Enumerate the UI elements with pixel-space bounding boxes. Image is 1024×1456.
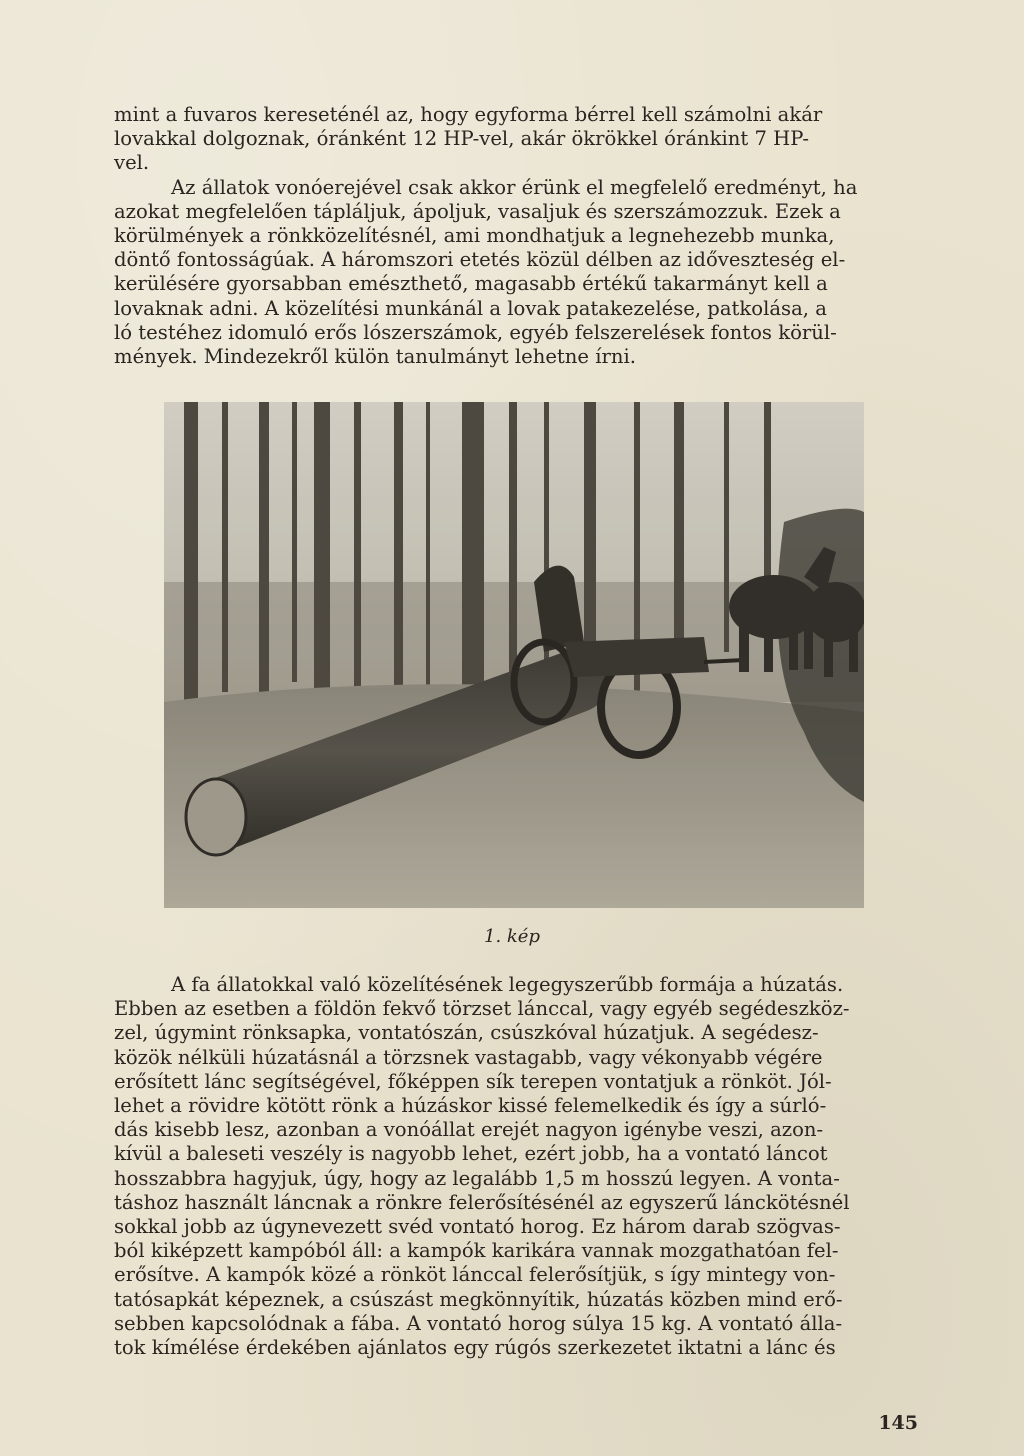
paragraph-2: [114, 973, 920, 1360]
figure-caption: 1. kép: [484, 926, 540, 947]
text-line: sebben kapcsolódnak a fába. A vontató horog súlya 15 kg. A vontató álla-: [114, 1311, 843, 1335]
text-line: tok kímélése érdekében ajánlatos egy rúgós szerkezetet iktatni a lánc és: [114, 1336, 836, 1360]
text-line: erősített lánc segítségével, főképpen sík terepen vontatjuk a rönköt. Jól-: [114, 1069, 832, 1093]
text-line: közök nélküli húzatásnál a törzsnek vastagabb, vagy vékonyabb végére: [114, 1045, 823, 1069]
text-line: kívül a baleseti veszély is nagyobb lehet, ezért jobb, ha a vontató láncot: [114, 1142, 828, 1166]
text-line: hosszabbra hagyjuk, úgy, hogy az legalább 1,5 m hosszú legyen. A vonta-: [114, 1166, 840, 1190]
text-line: Az állatok vonóerejével csak akkor érünk el megfelelő eredményt, ha: [171, 175, 858, 199]
text-line: táshoz használt láncnak a rönkre felerősítésénél az egyszerű lánckötésnél: [114, 1190, 850, 1214]
text-line: dás kisebb lesz, azonban a vonóállat erejét nagyon igénybe veszi, azon-: [114, 1118, 824, 1142]
text-line: lovakkal dolgoznak, óránként 12 HP-vel, akár ökrökkel óránkint 7 HP-: [114, 127, 809, 151]
page-number: 145: [878, 1412, 918, 1434]
text-line: ból kiképzett kampóból áll: a kampók karikára vannak mozgathatóan fel-: [114, 1239, 839, 1263]
text-line: Ebben az esetben a földön fekvő törzset lánccal, vagy egyéb segédeszköz-: [114, 997, 850, 1021]
text-line: A fa állatokkal való közelítésének legegyszerűbb formája a húzatás.: [171, 973, 844, 996]
text-line: lehet a rövidre kötött rönk a húzáskor kissé felemelkedik és így a súrló-: [114, 1094, 827, 1118]
text-line: körülmények a rönkközelítésnél, ami mondhatjuk a legnehezebb munka,: [114, 224, 835, 248]
text-line: azokat megfelelően tápláljuk, ápoljuk, vasaljuk és szerszámozzuk. Ezek a: [114, 199, 841, 223]
text-line: tatósapkát képeznek, a csúszást megkönnyítik, húzatás közben mind erő-: [114, 1287, 843, 1311]
text-line: erősítve. A kampók közé a rönköt lánccal felerősítjük, s így mintegy von-: [114, 1263, 836, 1287]
text-line: mények. Mindezekről külön tanulmányt lehetne írni.: [114, 345, 636, 369]
paragraph-1: [114, 103, 920, 369]
text-line: vel.: [114, 151, 150, 175]
text-line: döntő fontosságúak. A háromszori etetés közül délben az időveszteség el-: [114, 248, 846, 272]
text-line: sokkal jobb az úgynevezett svéd vontató horog. Ez három darab szögvas-: [114, 1215, 841, 1239]
text-line: kerülésére gyorsabban emészthető, magasabb értékű takarmányt kell a: [114, 272, 828, 296]
text-line: zel, úgymint rönksapka, vontatószán, csúszkóval húzatjuk. A segédesz-: [114, 1021, 819, 1045]
photo-horses-hauling-log: [164, 402, 864, 908]
text-line: ló testéhez idomuló erős lószerszámok, egyéb felszerelések fontos körül-: [114, 320, 837, 344]
text-line: lovaknak adni. A közelítési munkánál a lovak patakezelése, patkolása, a: [114, 296, 827, 320]
text-line: mint a fuvaros kereseténél az, hogy egyforma bérrel kell számolni akár: [114, 103, 823, 126]
